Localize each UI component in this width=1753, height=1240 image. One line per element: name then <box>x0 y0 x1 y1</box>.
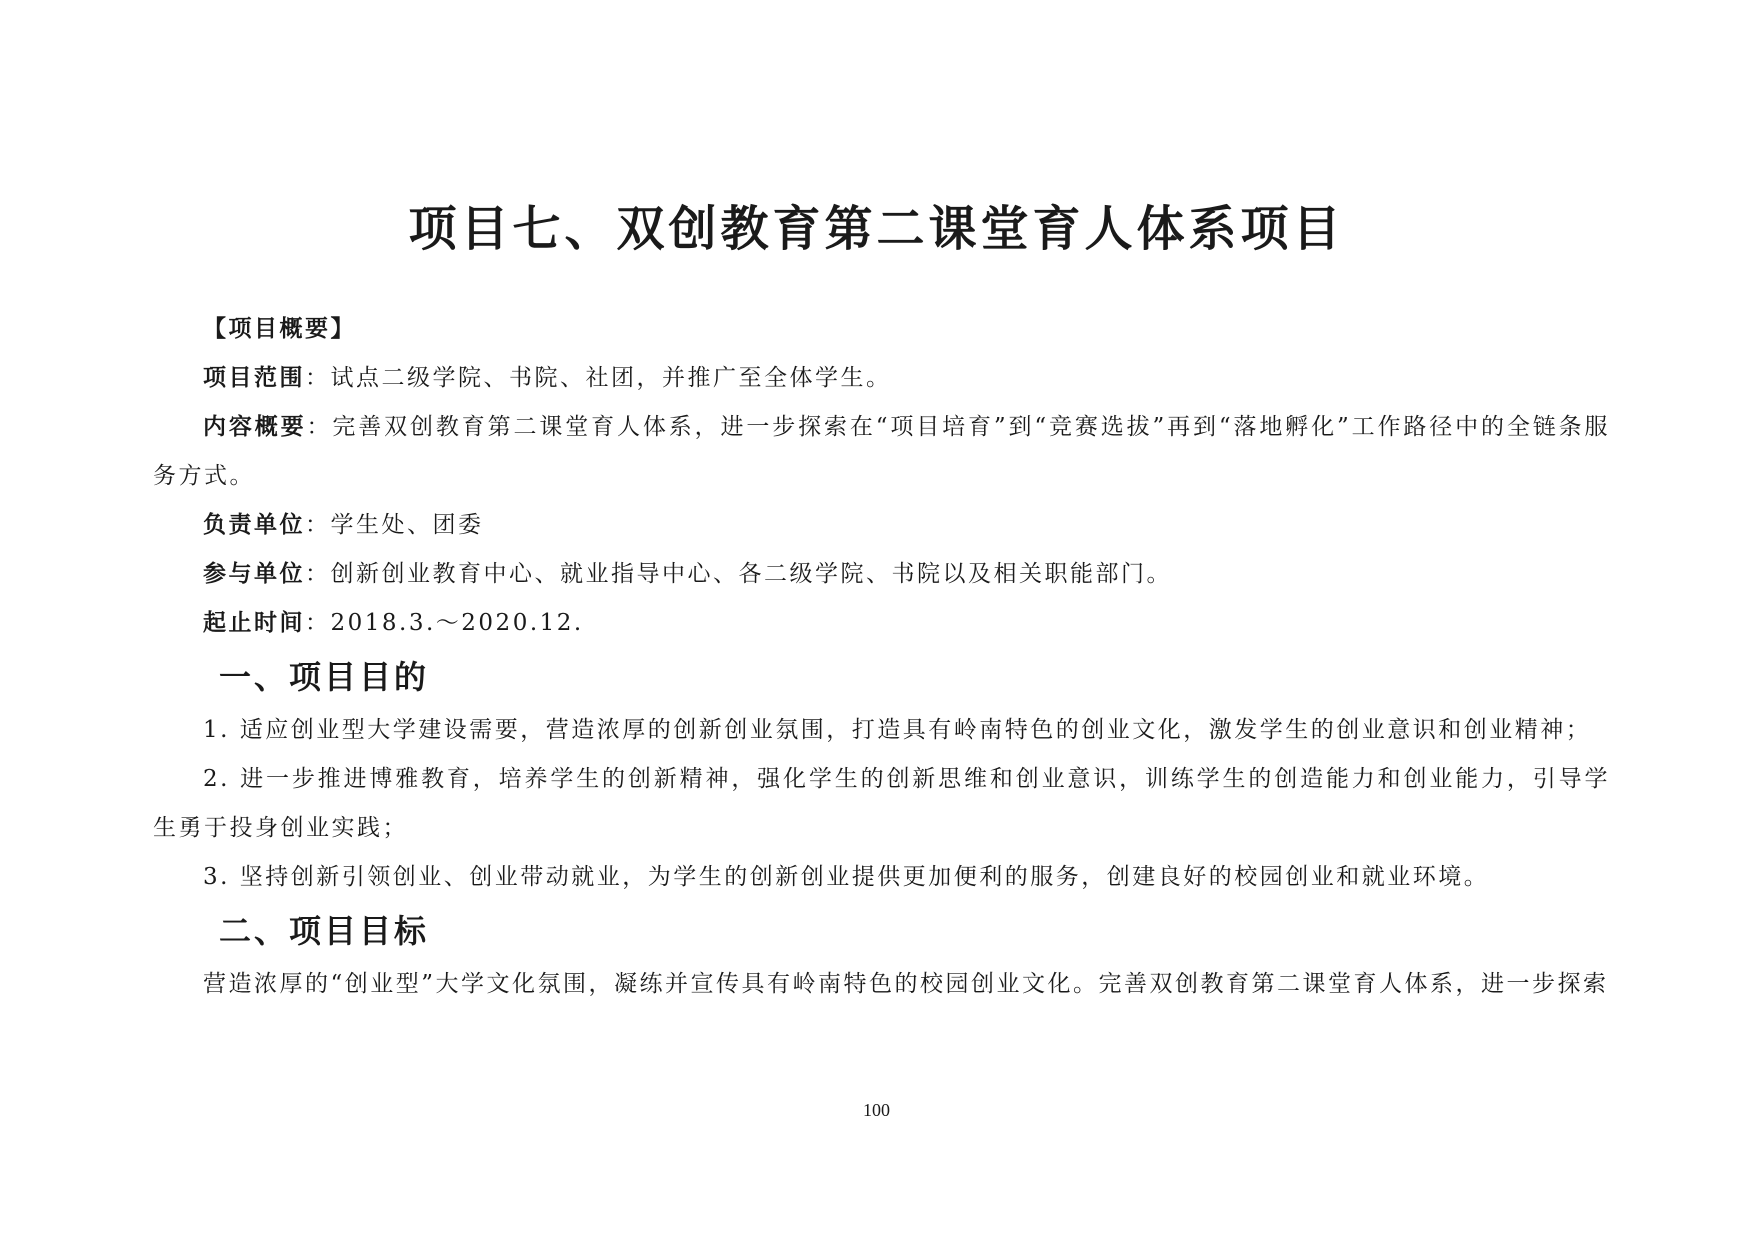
section1-item-1: 1. 适应创业型大学建设需要，营造浓厚的创新创业氛围，打造具有岭南特色的创业文化，激发学生的创业意识和创业精神； <box>203 717 1592 743</box>
scope-row <box>153 354 1610 403</box>
period-row <box>153 599 1610 648</box>
document-body <box>153 305 1610 1009</box>
content-row <box>153 403 1610 501</box>
responsible-value: ：学生处、团委 <box>305 512 484 538</box>
participants-label: 参与单位 <box>203 561 305 587</box>
section1-heading: 一、项目目的 <box>219 658 430 696</box>
overview-heading: 【项目概要】 <box>203 316 356 342</box>
period-value: ：2018.3.～2020.12. <box>305 610 584 636</box>
participants-row <box>153 550 1610 599</box>
page-title: 项目七、双创教育第二课堂育人体系项目 <box>408 201 1345 257</box>
scope-label: 项目范围 <box>203 365 305 391</box>
participants-value: ：创新创业教育中心、就业指导中心、各二级学院、书院以及相关职能部门。 <box>305 561 1172 587</box>
scope-value: ：试点二级学院、书院、社团，并推广至全体学生。 <box>305 365 892 391</box>
section1-item-3: 3. 坚持创新引领创业、创业带动就业，为学生的创新创业提供更加便利的服务，创建良好的校园创业和就业环境。 <box>203 864 1490 890</box>
section2-heading: 二、项目目标 <box>219 912 430 950</box>
period-label: 起止时间 <box>203 610 305 636</box>
content-label: 内容概要 <box>203 414 307 440</box>
section2-text: 营造浓厚的“创业型”大学文化氛围，凝练并宣传具有岭南特色的校园创业文化。完善双创教育第二课堂育人体系，进一步探索 <box>203 971 1609 997</box>
section1-item-2: 2. 进一步推进博雅教育，培养学生的创新精神，强化学生的创新思维和创业意识，训练学生的创造能力和创业能力，引导学生勇于投身创业实践； <box>153 766 1610 841</box>
content-value: ：完善双创教育第二课堂育人体系，进一步探索在“项目培育”到“竞赛选拔”再到“落地孵化”工作路径中的全链条服务方式。 <box>153 414 1610 489</box>
responsible-row <box>153 501 1610 550</box>
page-number: 100 <box>863 1100 890 1120</box>
responsible-label: 负责单位 <box>203 512 305 538</box>
